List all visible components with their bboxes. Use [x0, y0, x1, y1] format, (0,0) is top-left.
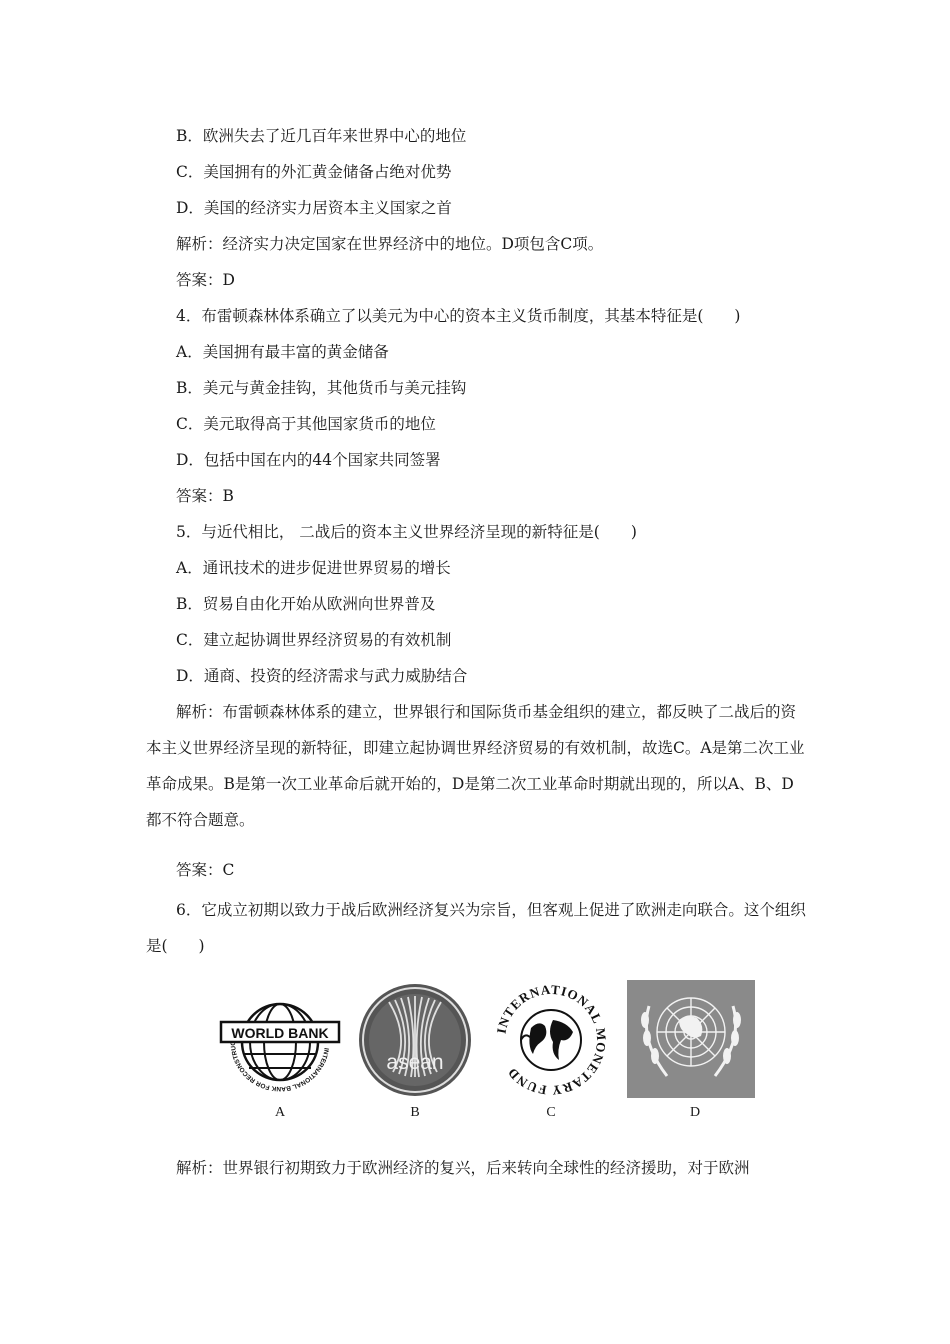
q5-option-a: A．通讯技术的进步促进世界贸易的增长	[176, 559, 451, 577]
world-bank-logo	[215, 980, 345, 1100]
imf-ring-text: INTERNATIONAL MONETARY FUND	[493, 981, 610, 1099]
q3-option-b: B．欧洲失去了近几百年来世界中心的地位	[176, 127, 467, 145]
logo-label-d: D	[689, 1105, 701, 1120]
q4-option-c: C．美元取得高于其他国家货币的地位	[176, 415, 436, 433]
un-emblem-icon	[627, 980, 755, 1098]
q4-option-b: B．美元与黄金挂钩，其他货币与美元挂钩	[176, 379, 467, 397]
q4-answer: 答案：B	[176, 487, 234, 505]
un-logo	[627, 980, 755, 1098]
world-bank-text: WORLD BANK	[231, 1025, 329, 1041]
logo-label-a: A	[274, 1105, 286, 1120]
q6-analysis: 解析：世界银行初期致力于欧洲经济的复兴，后来转向全球性的经济援助，对于欧洲	[176, 1159, 750, 1177]
q3-answer: 答案：D	[176, 271, 235, 289]
q5-answer: 答案：C	[176, 861, 235, 879]
imf-globe-icon	[487, 980, 615, 1100]
asean-rice-icon	[353, 980, 477, 1100]
imf-logo	[487, 980, 615, 1100]
q5-stem: 5．与近代相比， 二战后的资本主义世界经济呈现的新特征是( )	[176, 523, 637, 541]
q5-option-b: B．贸易自由化开始从欧洲向世界普及	[176, 595, 436, 613]
asean-logo	[353, 980, 477, 1100]
q3-analysis: 解析：经济实力决定国家在世界经济中的地位。D项包含C项。	[176, 235, 604, 253]
world-bank-ring-text: INTERNATIONAL BANK FOR RECONSTRUC	[229, 1040, 330, 1093]
q4-stem: 4．布雷顿森林体系确立了以美元为中心的资本主义货币制度，其基本特征是( )	[176, 307, 741, 325]
q5-analysis: 解析：布雷顿森林体系的建立，世界银行和国际货币基金组织的建立，都反映了二战后的资本主义世界经济呈现的新特征，即建立起协调世界经济贸易的有效机制，故选C。A是第二次工业革命成果。B是第一次工业革命后就开始的，D是第二次工业革命时期就出现的，所以A、B、D都不符合题意。	[146, 703, 805, 829]
q5-option-d: D．通商、投资的经济需求与武力威胁结合	[176, 667, 468, 685]
q4-option-a: A．美国拥有最丰富的黄金储备	[176, 343, 389, 361]
asean-text: asean	[386, 1051, 444, 1074]
logo-label-c: C	[546, 1105, 556, 1120]
q3-option-c: C．美国拥有的外汇黄金储备占绝对优势	[176, 163, 452, 181]
q3-option-d: D．美国的经济实力居资本主义国家之首	[176, 199, 452, 217]
q6-stem: 6．它成立初期以致力于战后欧洲经济复兴为宗旨，但客观上促进了欧洲走向联合。这个组织是( )	[146, 901, 806, 955]
logo-label-b: B	[410, 1105, 420, 1120]
q4-option-d: D．包括中国在内的44个国家共同签署	[176, 451, 441, 469]
q5-option-c: C．建立起协调世界经济贸易的有效机制	[176, 631, 452, 649]
world-bank-globe-icon	[215, 980, 345, 1100]
q6-logo-options	[215, 980, 760, 1125]
